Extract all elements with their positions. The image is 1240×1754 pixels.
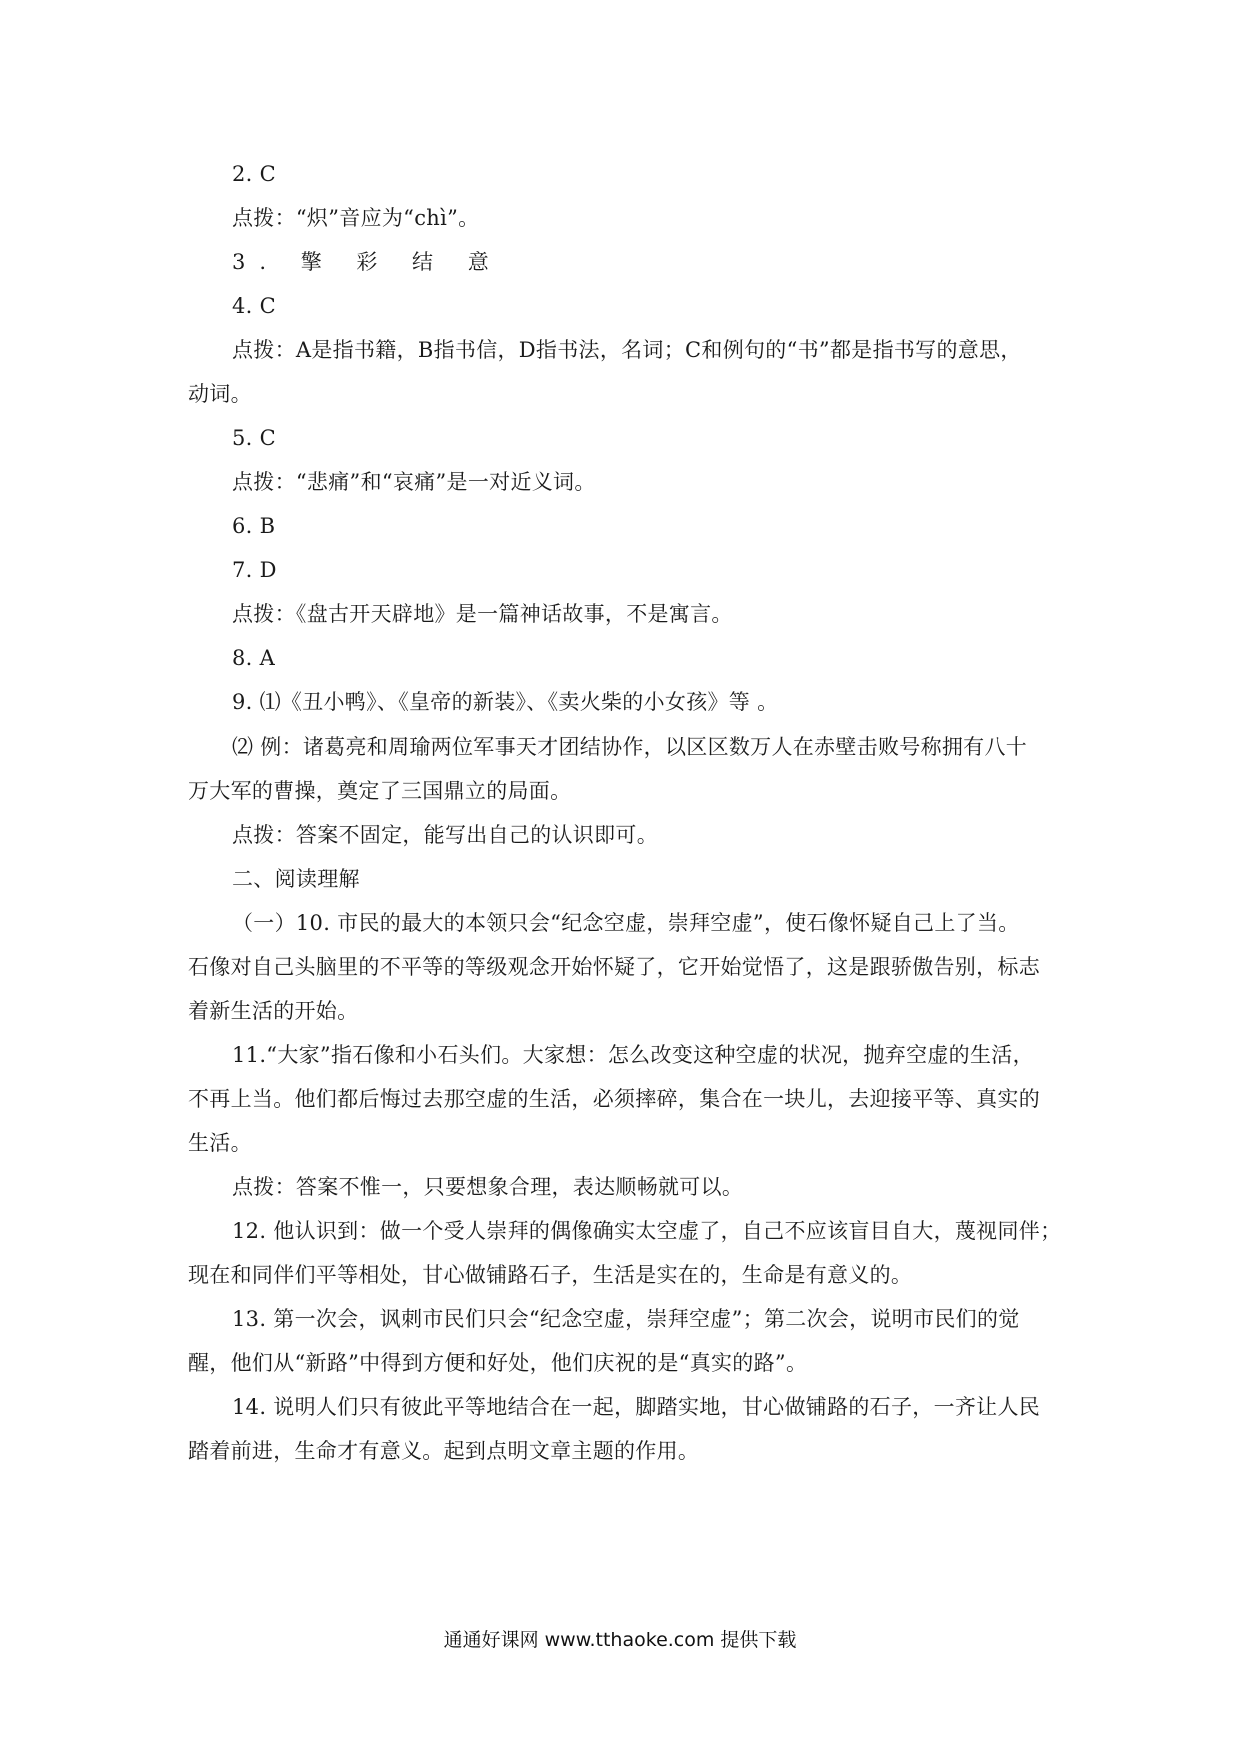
answer-11-line-1: 11.“大家”指石像和小石头们。大家想：怎么改变这种空虚的状况，抛弃空虚的生活，: [232, 1043, 1034, 1067]
page-footer: 通通好课网 www.tthaoke.com 提供下载: [443, 1629, 797, 1651]
answer-10-line-1: （一）10. 市民的最大的本领只会“纪念空虚，崇拜空虚”，使石像怀疑自己上了当。: [232, 911, 1020, 935]
answer-3: 3. 擎 彩 结 意: [232, 250, 503, 274]
answer-9-1: 9. ⑴《丑小鸭》、《皇帝的新装》、《卖火柴的小女孩》等 。: [232, 690, 779, 714]
answer-7: 7. D: [232, 558, 277, 582]
hint-4-line-1: 点拨：A是指书籍，B指书信，D指书法，名词；C和例句的“书”都是指书写的意思，: [232, 338, 1022, 362]
hint-2: 点拨：“炽”音应为“chì”。: [232, 206, 480, 230]
hint-5: 点拨：“悲痛”和“哀痛”是一对近义词。: [232, 470, 596, 494]
answer-8: 8. A: [232, 646, 276, 670]
hint-7: 点拨：《盘古开天辟地》是一篇神话故事，不是寓言。: [232, 602, 733, 626]
answer-12-line-1: 12. 他认识到：做一个受人崇拜的偶像确实太空虚了，自己不应该盲目自大，蔑视同伴；: [232, 1219, 1062, 1243]
answer-10-line-3: 着新生活的开始。: [188, 999, 359, 1023]
answer-11-line-3: 生活。: [188, 1131, 252, 1155]
answer-5: 5. C: [232, 426, 276, 450]
answer-4: 4. C: [232, 294, 276, 318]
hint-11: 点拨：答案不惟一，只要想象合理，表达顺畅就可以。: [232, 1175, 744, 1199]
section-heading-reading: 二、阅读理解: [232, 867, 360, 891]
answer-14-line-1: 14. 说明人们只有彼此平等地结合在一起，脚踏实地，甘心做铺路的石子，一齐让人民: [232, 1395, 1041, 1419]
answer-14-line-2: 踏着前进，生命才有意义。起到点明文章主题的作用。: [188, 1439, 700, 1463]
answer-12-line-2: 现在和同伴们平等相处，甘心做铺路石子，生活是实在的，生命是有意义的。: [188, 1263, 913, 1287]
answer-11-line-2: 不再上当。他们都后悔过去那空虚的生活，必须摔碎，集合在一块儿，去迎接平等、真实的: [188, 1087, 1040, 1111]
answer-6: 6. B: [232, 514, 276, 538]
answer-9-2-line-2: 万大军的曹操，奠定了三国鼎立的局面。: [188, 779, 572, 803]
answer-9-2-line-1: ⑵ 例：诸葛亮和周瑜两位军事天才团结协作，以区区数万人在赤壁击败号称拥有八十: [232, 735, 1028, 759]
hint-4-line-2: 动词。: [188, 382, 252, 406]
answer-13-line-1: 13. 第一次会，讽刺市民们只会“纪念空虚，崇拜空虚”；第二次会，说明市民们的觉: [232, 1307, 1020, 1331]
answer-13-line-2: 醒，他们从“新路”中得到方便和好处，他们庆祝的是“真实的路”。: [188, 1351, 808, 1375]
answer-2: 2. C: [232, 162, 276, 186]
hint-9: 点拨：答案不固定，能写出自己的认识即可。: [232, 823, 658, 847]
answer-10-line-2: 石像对自己头脑里的不平等的等级观念开始怀疑了，它开始觉悟了，这是跟骄傲告别，标志: [188, 955, 1040, 979]
